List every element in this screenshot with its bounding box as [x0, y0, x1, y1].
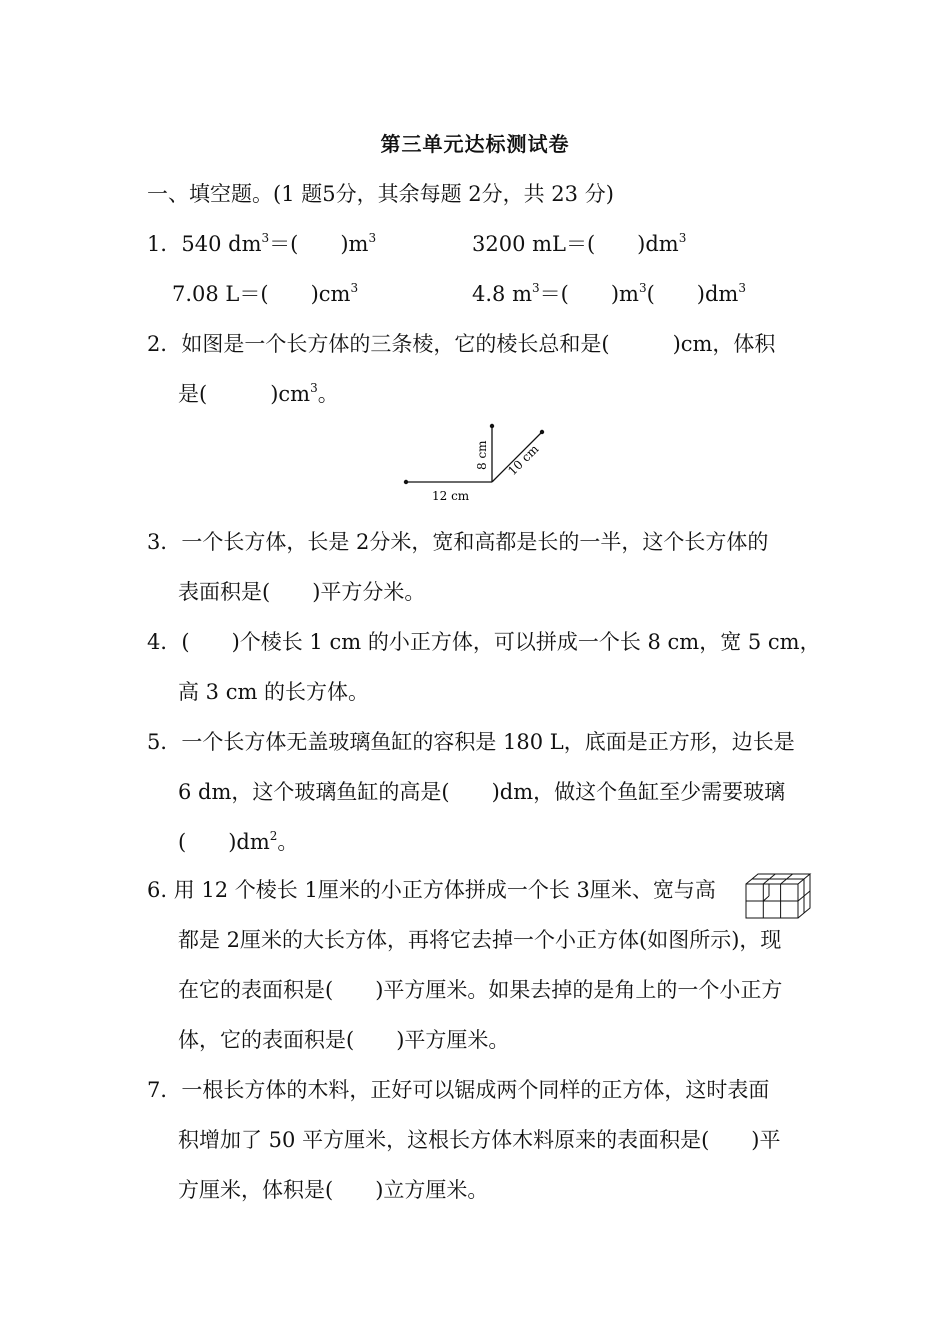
q5-text3: ( )dm: [178, 830, 270, 854]
q3-line1: [147, 528, 768, 556]
q5-line2: 6 dm，这个玻璃鱼缸的高是( )dm，做这个鱼缸至少需要玻璃: [178, 780, 786, 804]
label-depth: 10 cm: [505, 441, 542, 479]
q7-line1: [147, 1076, 769, 1104]
q1-d-sup3: 3: [738, 281, 746, 295]
q3-text1: 一个长方体，长是 2分米，宽和高都是长的一半，这个长方体的: [181, 530, 769, 554]
removed-cube-edge: [763, 896, 769, 901]
q6-line1: [147, 876, 716, 904]
vertex-dot: [540, 430, 544, 434]
q4-text1: ( )个棱长 1 cm 的小正方体，可以拼成一个长 8 cm，宽 5 cm，: [181, 630, 821, 654]
q1-number: 1．: [147, 232, 182, 256]
q1-d-blank2: ( )dm: [646, 282, 739, 306]
q7-number: 7．: [147, 1078, 182, 1102]
q5-text1: 一个长方体无盖玻璃鱼缸的容积是 180 L，底面是正方形，边长是: [181, 730, 795, 754]
q1-line2-right: [472, 280, 746, 308]
q6-line3: 在它的表面积是( )平方厘米。如果去掉的是角上的一个小正方: [178, 978, 783, 1002]
q4-line1: [147, 628, 821, 656]
q4-number: 4．: [147, 630, 182, 654]
label-width: 12 cm: [432, 489, 470, 503]
q1-d-sup2: 3: [638, 281, 647, 295]
q1-b-sup: 3: [678, 231, 687, 245]
q2-line1: [147, 330, 775, 358]
q1-c-text: 7.08 L＝( )cm: [172, 282, 351, 306]
q1-a-sup: 3: [261, 231, 270, 245]
section-heading: 一、填空题。(1 题5分，其余每题 2分，共 23 分): [147, 182, 614, 206]
q1-d-sup: 3: [532, 281, 540, 295]
q1-c-sup: 3: [350, 281, 359, 295]
q5-text3-end: 。: [277, 830, 299, 854]
q6-line2: 都是 2厘米的大长方体，再将它去掉一个小正方体(如图所示)，现: [178, 928, 782, 952]
label-height: 8 cm: [475, 440, 489, 470]
q3-line2: 表面积是( )平方分米。: [178, 580, 426, 604]
q1-a-sup2: 3: [368, 231, 377, 245]
q1-d-blank1: ＝( )m: [539, 282, 639, 306]
q2-text2: 是( )cm: [178, 382, 311, 406]
q2-text2-end: 。: [317, 382, 339, 406]
q2-line2: [178, 380, 339, 408]
q2-number: 2．: [147, 332, 182, 356]
q3-number: 3．: [147, 530, 182, 554]
q5-line3: [178, 828, 298, 856]
q5-text3-sup: 2: [269, 829, 278, 843]
page-title: 第三单元达标测试卷: [380, 132, 570, 156]
vertex-dot: [490, 424, 494, 428]
q5-line1: [147, 728, 795, 756]
q5-number: 5．: [147, 730, 182, 754]
q1-d-text: 4.8 m: [472, 282, 532, 306]
cube-stack-figure: [744, 870, 814, 922]
q7-line2: 积增加了 50 平方厘米，这根长方体木料原来的表面积是( )平: [178, 1128, 781, 1152]
q2-text1: 如图是一个长方体的三条棱，它的棱长总和是( )cm，体积: [181, 332, 776, 356]
q6-text1: 用 12 个棱长 1厘米的小正方体拼成一个长 3厘米、宽与高: [173, 878, 716, 902]
q1-line2-left: [172, 280, 358, 308]
q2-text2-sup: 3: [310, 381, 318, 395]
q1-line1-right: [472, 230, 686, 258]
q4-line2: 高 3 cm 的长方体。: [178, 680, 370, 704]
q6-line4: 体，它的表面积是( )平方厘米。: [178, 1028, 510, 1052]
vertex-dot: [404, 480, 408, 484]
cuboid-edges-figure: [396, 418, 556, 510]
q1-a-text: 540 dm: [181, 232, 262, 256]
q7-line3: 方厘米，体积是( )立方厘米。: [178, 1178, 489, 1202]
q7-text1: 一根长方体的木料，正好可以锯成两个同样的正方体，这时表面: [181, 1078, 770, 1102]
q1-a-blank: ＝( )m: [269, 232, 369, 256]
q6-number: 6.: [147, 878, 174, 902]
q1-line1-left: [147, 230, 376, 258]
q1-b-text: 3200 mL＝( )dm: [472, 232, 679, 256]
